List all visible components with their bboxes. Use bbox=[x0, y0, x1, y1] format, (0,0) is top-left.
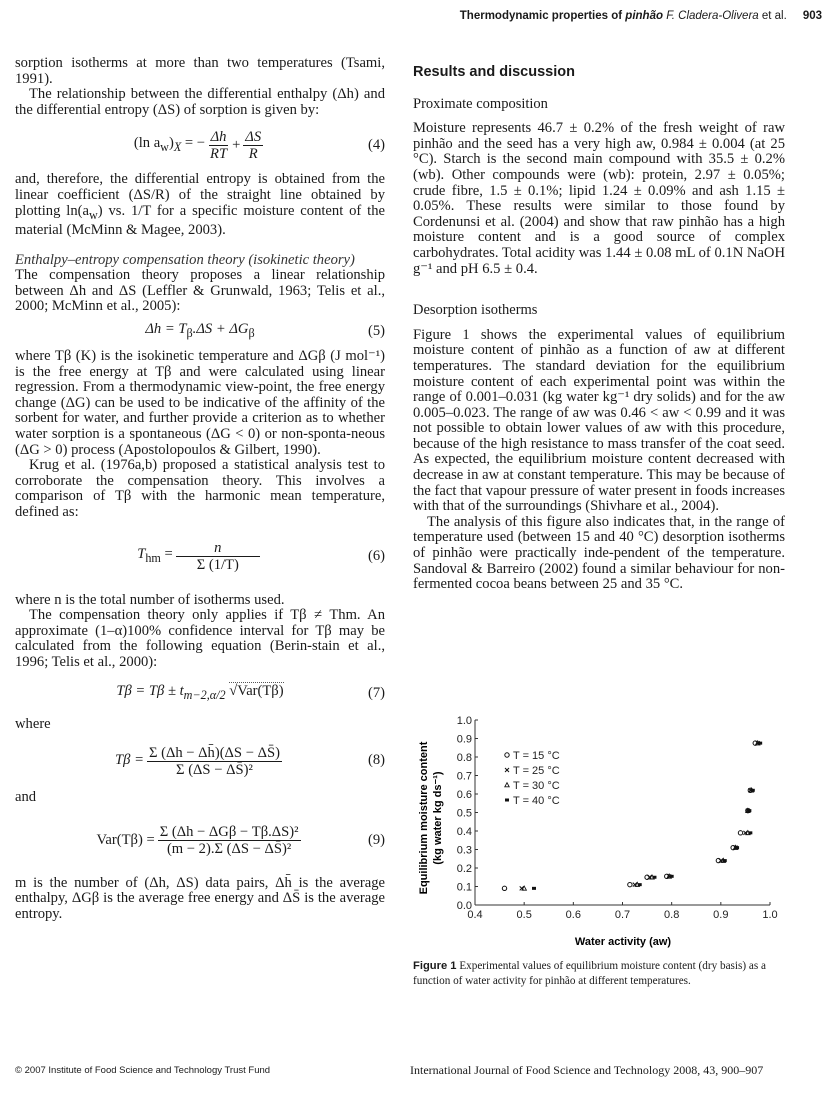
y-tick-label: 0.0 bbox=[456, 900, 472, 912]
x-tick-label: 0.9 bbox=[713, 909, 729, 921]
paragraph: The analysis of this figure also indicates that, in the range of temperature used (between 15 and 40 °C) desorption isotherms of pinhão were practically inde-pendent of the temperature. Sandoval & Barreiro (2002) found a similar behaviour for non-fermented cocoa beans between 25 and 35 °C. bbox=[413, 513, 785, 593]
x-axis-label: Water activity (aw) bbox=[574, 936, 672, 948]
paragraph: and, therefore, the differential entropy is obtained from the linear coefficient (ΔS/R) of the straight line obtained by plotting $\ln(a_w)$ vs. 1/T for a specific moisture content of the material (McMinn & Magee, 2003). bbox=[15, 171, 385, 239]
scatter-plot bbox=[413, 708, 793, 948]
data-point-square bbox=[723, 859, 727, 862]
x-tick-label: 0.6 bbox=[565, 909, 581, 921]
equation-number: (5) bbox=[367, 323, 385, 340]
y-tick-label: 0.2 bbox=[456, 863, 472, 875]
paragraph: The compensation theory only applies if Tβ ≠ Thm. An approximate (1–α)100% confidence interval for Tβ may be calculated from the following equation (Berin-stain et al., 1996; Telis et al., 2000): bbox=[15, 607, 385, 670]
legend-item bbox=[505, 750, 560, 762]
paragraph: Krug et al. (1976a,b) proposed a statistical analysis test to corroborate the compensation theory. This involves a comparison of Tβ with the harmonic mean temperature, defined as: bbox=[15, 457, 385, 520]
series-triangle bbox=[522, 741, 760, 890]
legend-item bbox=[505, 780, 560, 792]
data-point-triangle bbox=[522, 886, 526, 890]
data-point-square bbox=[532, 887, 536, 890]
page-number: 903 bbox=[802, 10, 822, 22]
subsection-heading: Enthalpy–entropy compensation theory (isokinetic theory) bbox=[15, 251, 355, 268]
equation-number: (9) bbox=[367, 831, 385, 848]
equation-5: $\Delta h = T_\beta.\Delta S + \Delta G_\beta$ (5) bbox=[145, 321, 385, 341]
equation-4: (ln $a_w)_X$ = − $\frac{\Delta h}{RT}$ + $\frac{\Delta S}{R}$ (4) bbox=[133, 128, 385, 162]
figure-1-chart bbox=[413, 708, 793, 948]
left-column bbox=[15, 56, 385, 923]
legend-label: T = 25 °C bbox=[513, 765, 560, 777]
data-point-square bbox=[751, 789, 755, 792]
right-column bbox=[413, 56, 785, 593]
y-axis-label: Equilibrium moisture content bbox=[418, 741, 430, 895]
legend-label: T = 30 °C bbox=[513, 780, 560, 792]
paragraph: The relationship between the differential enthalpy (Δh) and the differential entropy (ΔS) of sorption is given by: bbox=[15, 86, 385, 118]
paragraph: Moisture represents 46.7 ± 0.2% of the fresh weight of raw pinhão and the seed has a very high aw, 0.984 ± 0.004 (at 25 °C). Starch is the second main compound with 35.5 ± 0.2% (wb). Other compounds were (wb): protein, 2.97 ± 0.05%; crude fibre, 1.5 ± 0.1%; lipid 1.24 ± 0.09% and ash 1.15 ± 0.05%. These results were similar to those found by Cordenunsi et al. (2004) and show that raw pinhão has a high moisture content and is a good source of complex carbohydrates. Total acidity was 1.44 ± 0.08 mL of 0.1N NaOH g⁻¹ and pH 6.5 ± 0.4. bbox=[413, 120, 785, 277]
data-point-circle bbox=[505, 753, 509, 757]
data-point-square bbox=[638, 883, 642, 886]
paragraph: The compensation theory proposes a linear relationship between Δh and ΔS (Leffler & Grunwald, 1963; Telis et al., 2000; McMinn et al., 2005): bbox=[15, 267, 385, 315]
x-tick-label: 0.8 bbox=[664, 909, 680, 921]
y-tick-label: 0.6 bbox=[456, 789, 472, 801]
x-tick-label: 0.7 bbox=[614, 909, 631, 921]
paragraph: where Tβ (K) is the isokinetic temperature and ΔGβ (J mol⁻¹) is the free energy at Tβ and were calculated using linear regression. From a thermodynamic view-point, the free energy change (ΔG) can be used to be indicative of the affinity of the sorbent for water, and further provide a criterion as to whether water sorption is a spontaneous (ΔG < 0) or non-sponta-neous (ΔG > 0) process (Apostolopoulos & Gilbert, 1990). bbox=[15, 348, 385, 458]
data-point-square bbox=[747, 809, 751, 812]
legend bbox=[505, 750, 560, 807]
y-tick-label: 1.0 bbox=[456, 715, 472, 727]
running-title: Thermodynamic properties of pinhão F. Cladera-Olivera et al. bbox=[459, 10, 787, 22]
y-axis-label-units: (kg water kg ds⁻¹) bbox=[432, 771, 444, 865]
legend-item bbox=[505, 765, 560, 777]
data-point-cross bbox=[505, 768, 509, 772]
series-cross bbox=[520, 741, 760, 890]
equation-9: Var(Tβ) = $\frac{\text{Σ (Δh − ΔGβ − Tβ.ΔS)²}}{\text{(m − 2).Σ (ΔS − ΔS̄)²}}$ (9) bbox=[96, 824, 385, 858]
paragraph: Figure 1 shows the experimental values of equilibrium moisture content of pinhão as a function of aw at different temperatures. The standard deviation for the equilibrium moisture content of each experimental point was within the range of 0.001–0.031 (kg water kg⁻¹ dry solids) and for the aw 0.005–0.023. The range of aw was 0.46 < aw < 0.99 and it was not possible to obtain lower values of aw with this procedure, because of the high resistance to mass transfer of the coat seed. As expected, the equilibrium moisture content decreased with decrease in aw at constant temperature. This may be because of the fact that vapour pressure of water present in foods increases with that of the surroundings (Shivhare et al., 2004). bbox=[413, 326, 785, 515]
y-tick-label: 0.5 bbox=[456, 807, 472, 820]
paragraph: where bbox=[15, 715, 51, 732]
copyright: © 2007 Institute of Food Science and Technology Trust Fund bbox=[15, 1065, 271, 1076]
section-heading: Results and discussion bbox=[413, 64, 575, 80]
axes bbox=[475, 720, 770, 905]
series-square bbox=[532, 742, 762, 890]
running-head bbox=[440, 10, 822, 22]
x-tick-label: 0.5 bbox=[516, 909, 532, 921]
y-tick-label: 0.9 bbox=[456, 733, 472, 746]
journal-citation: International Journal of Food Science and Technology 2008, 43, 900–907 bbox=[410, 1063, 764, 1077]
y-tick-label: 0.4 bbox=[456, 826, 472, 838]
equation-7: $T\beta = T\beta \pm t_{m-2,\alpha/2}$ √Var(Tβ) (7) bbox=[116, 682, 385, 702]
x-tick-label: 0.4 bbox=[467, 909, 483, 921]
y-tick-label: 0.1 bbox=[456, 881, 472, 894]
caption-label: Figure 1 bbox=[413, 960, 457, 972]
data-point-square bbox=[652, 876, 656, 879]
paragraph: and bbox=[15, 789, 37, 806]
subsection-heading: Desorption isotherms bbox=[413, 302, 538, 319]
legend-label: T = 15 °C bbox=[513, 750, 560, 762]
data-point-square bbox=[505, 799, 509, 802]
y-tick-label: 0.3 bbox=[456, 844, 472, 857]
data-point-circle bbox=[738, 831, 742, 835]
y-tick-label: 0.7 bbox=[456, 770, 472, 783]
data-point-circle bbox=[502, 886, 506, 890]
y-tick-label: 0.8 bbox=[456, 752, 472, 764]
paragraph: m is the number of (Δh, ΔS) data pairs, Δh̄ is the average enthalpy, ΔGβ is the average free energy and ΔS̄ is the average entropy. bbox=[15, 874, 385, 922]
data-point-square bbox=[758, 742, 762, 745]
equation-number: (8) bbox=[367, 752, 385, 769]
data-point-square bbox=[735, 846, 739, 849]
equation-number: (7) bbox=[367, 684, 385, 701]
x-tick-label: 1.0 bbox=[762, 909, 778, 921]
paragraph: sorption isotherms at more than two temperatures (Tsami, 1991). bbox=[15, 55, 385, 87]
equation-8: Tβ = $\frac{\Sigma (\Delta h - \Delta h̄)(\Delta S - \Delta S̄)}{\text{Σ (ΔS − ΔS̄)²}}$ (8) bbox=[115, 744, 385, 778]
equation-number: (6) bbox=[367, 547, 385, 564]
legend-label: T = 40 °C bbox=[513, 795, 560, 807]
equation-6: $T_{hm}$ = $\frac{n}{\Sigma (1/T)}$ (6) bbox=[137, 540, 385, 574]
data-points bbox=[502, 741, 762, 891]
data-point-triangle bbox=[505, 783, 509, 787]
data-point-square bbox=[748, 831, 752, 834]
legend-item bbox=[505, 795, 560, 807]
paragraph: where n is the total number of isotherms used. bbox=[15, 591, 285, 608]
data-point-square bbox=[670, 875, 674, 878]
data-point-circle bbox=[628, 882, 632, 886]
equation-number: (4) bbox=[367, 136, 385, 153]
figure-caption: Figure 1 Experimental values of equilibrium moisture content (dry basis) as a function of water activity for pinhão at different temperatures. bbox=[413, 960, 766, 987]
subsection-heading: Proximate composition bbox=[413, 95, 548, 112]
series-circle bbox=[502, 741, 757, 891]
